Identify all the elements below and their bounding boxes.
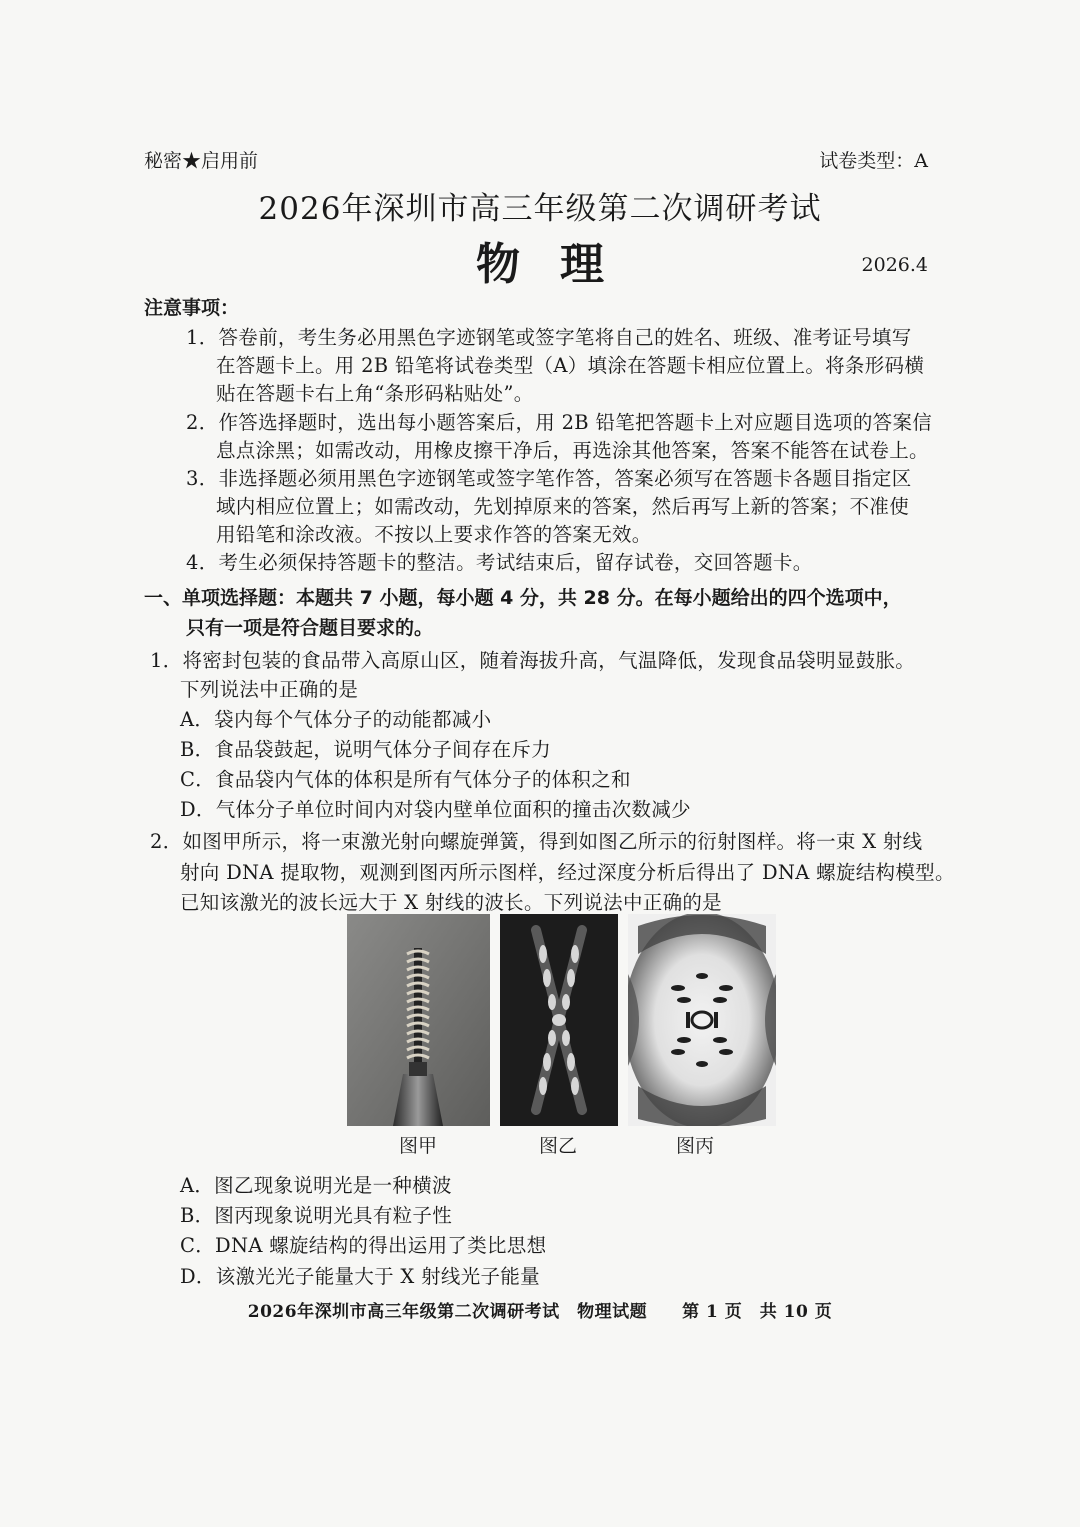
notice-line: 4．考生必须保持答题卡的整洁。考试结束后，留存试卷，交回答题卡。 — [186, 551, 813, 574]
q1-option-a: A．袋内每个气体分子的动能都减小 — [180, 708, 492, 731]
figure-yi-diffraction-pattern — [500, 914, 618, 1126]
q2-stem-cont: 已知该激光的波长远大于 X 射线的波长。下列说法中正确的是 — [180, 891, 722, 914]
q2-stem-cont: 射向 DNA 提取物，观测到图丙所示图样，经过深度分析后得出了 DNA 螺旋结构模型。 — [180, 861, 955, 884]
notice-line: 域内相应位置上；如需改动，先划掉原来的答案，然后再写上新的答案；不准使 — [216, 495, 910, 518]
subject-title: 物理 — [476, 239, 644, 290]
figure-caption-bing: 图丙 — [675, 1135, 714, 1157]
exam-date: 2026.4 — [861, 254, 928, 276]
page-footer: 2026年深圳市高三年级第二次调研考试 物理试题 第 1 页 共 10 页 — [247, 1302, 833, 1322]
notice-line: 2．作答选择题时，选出每小题答案后，用 2B 铅笔把答题卡上对应题目选项的答案信 — [186, 411, 933, 434]
q2-option-c: C．DNA 螺旋结构的得出运用了类比思想 — [180, 1234, 547, 1257]
figure-jia-spring-photo — [347, 914, 490, 1126]
figure-caption-jia: 图甲 — [398, 1135, 437, 1157]
q2-option-b: B．图丙现象说明光具有粒子性 — [180, 1204, 453, 1227]
notice-line: 用铅笔和涂改液。不按以上要求作答的答案无效。 — [216, 523, 652, 546]
q1-stem-cont: 下列说法中正确的是 — [180, 678, 359, 701]
exam-title: 2026年深圳市高三年级第二次调研考试 — [258, 191, 822, 227]
q2-option-d: D．该激光光子能量大于 X 射线光子能量 — [180, 1265, 540, 1288]
paper-type-label: 试卷类型：A — [819, 150, 928, 172]
notice-line: 息点涂黑；如需改动，用橡皮擦干净后，再选涂其他答案，答案不能答在试卷上。 — [216, 439, 929, 462]
q1-stem: 1．将密封包装的食品带入高原山区，随着海拔升高，气温降低，发现食品袋明显鼓胀。 — [150, 649, 916, 672]
q1-option-d: D．气体分子单位时间内对袋内壁单位面积的撞击次数减少 — [180, 798, 691, 821]
notice-line: 3．非选择题必须用黑色字迹钢笔或签字笔作答，答案必须写在答题卡各题目指定区 — [186, 467, 912, 490]
notice-line: 1．答卷前，考生务必用黑色字迹钢笔或签字笔将自己的姓名、班级、准考证号填写 — [186, 326, 912, 349]
q1-option-c: C．食品袋内气体的体积是所有气体分子的体积之和 — [180, 768, 631, 791]
notice-line: 在答题卡上。用 2B 铅笔将试卷类型（A）填涂在答题卡相应位置上。将条形码横 — [216, 354, 925, 377]
q2-stem: 2．如图甲所示，将一束激光射向螺旋弹簧，得到如图乙所示的衍射图样。将一束 X 射线 — [150, 830, 923, 853]
figure-bing-xray-dna-pattern — [628, 914, 776, 1126]
figure-caption-yi: 图乙 — [538, 1135, 577, 1157]
notice-heading: 注意事项： — [144, 297, 240, 319]
secrecy-label: 秘密★启用前 — [144, 150, 259, 172]
section-heading: 一、单项选择题：本题共 7 小题，每小题 4 分，共 28 分。在每小题给出的四个选项中， — [144, 587, 902, 609]
q2-option-a: A．图乙现象说明光是一种横波 — [180, 1174, 452, 1197]
q1-option-b: B．食品袋鼓起，说明气体分子间存在斥力 — [180, 738, 552, 761]
section-heading-cont: 只有一项是符合题目要求的。 — [186, 617, 434, 639]
notice-line: 贴在答题卡右上角“条形码粘贴处”。 — [216, 382, 534, 405]
